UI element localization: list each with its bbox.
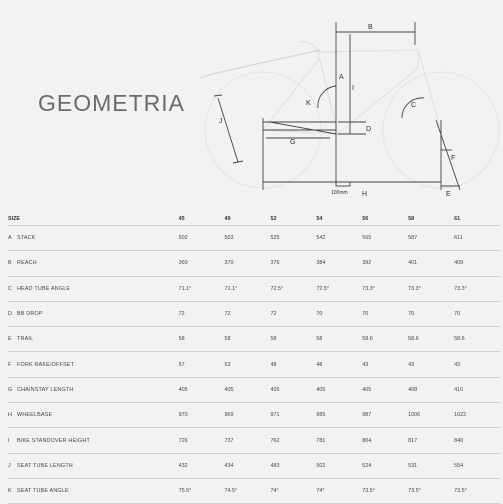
table-row — [8, 276, 500, 301]
cell-value: 58.6 — [454, 327, 500, 352]
cell-value: 360 — [179, 251, 225, 276]
cell-value: 43 — [362, 352, 408, 377]
cell-value: 74° — [316, 478, 362, 503]
cell-value: 554 — [454, 453, 500, 478]
row-label: CHAINSTAY LENGTH — [17, 377, 179, 402]
table-row — [8, 327, 500, 352]
row-label: BB DROP — [17, 301, 179, 326]
page-title: GEOMETRIA — [38, 90, 186, 116]
table-header-row — [8, 212, 500, 226]
row-label: TRAIL — [17, 327, 179, 352]
dim-label-i: I — [352, 85, 354, 92]
row-label: WHEELBASE — [17, 403, 179, 428]
size-col-header: 58 — [408, 212, 454, 226]
cell-value: 58 — [179, 327, 225, 352]
cell-value: 58 — [225, 327, 271, 352]
row-label: STACK — [17, 226, 179, 251]
table-row — [8, 251, 500, 276]
size-col-header: 49 — [225, 212, 271, 226]
cell-value: 72.5° — [270, 276, 316, 301]
cell-value: 72 — [225, 301, 271, 326]
table-row — [8, 377, 500, 402]
cell-value: 409 — [454, 251, 500, 276]
cell-value: 73.5° — [454, 478, 500, 503]
dim-label-bb-offset: 100mm — [331, 190, 348, 196]
row-code: K — [8, 478, 17, 503]
cell-value: 58 — [270, 327, 316, 352]
size-col-header: 54 — [316, 212, 362, 226]
row-code: H — [8, 403, 17, 428]
cell-value: 43 — [454, 352, 500, 377]
cell-value: 483 — [270, 453, 316, 478]
cell-value: 565 — [362, 226, 408, 251]
cell-value: 72 — [179, 301, 225, 326]
row-code: A — [8, 226, 17, 251]
cell-value: 410 — [454, 377, 500, 402]
table-row — [8, 428, 500, 453]
cell-value: 502 — [179, 226, 225, 251]
cell-value: 70 — [316, 301, 362, 326]
row-label: BIKE STANDOVER HEIGHT — [17, 428, 179, 453]
dimension-lines — [214, 22, 460, 190]
row-label: HEAD TUBE ANGLE — [17, 276, 179, 301]
row-code: J — [8, 453, 17, 478]
cell-value: 401 — [408, 251, 454, 276]
cell-value: 985 — [316, 403, 362, 428]
cell-value: 405 — [316, 377, 362, 402]
cell-value: 370 — [225, 251, 271, 276]
cell-value: 74° — [270, 478, 316, 503]
cell-value: 71.1° — [225, 276, 271, 301]
dim-label-k: K — [306, 100, 311, 107]
cell-value: 48 — [270, 352, 316, 377]
dim-label-h: H — [362, 191, 368, 198]
cell-value: 432 — [179, 453, 225, 478]
cell-value: 75.5° — [179, 478, 225, 503]
cell-value: 405 — [270, 377, 316, 402]
dim-label-a: A — [339, 74, 344, 81]
row-label: SEAT TUBE LENGTH — [17, 453, 179, 478]
cell-value: 405 — [362, 377, 408, 402]
size-col-header: 52 — [270, 212, 316, 226]
row-label: SEAT TUBE ANGLE — [17, 478, 179, 503]
size-col-header: 56 — [362, 212, 408, 226]
row-code: F — [8, 352, 17, 377]
cell-value: 405 — [225, 377, 271, 402]
cell-value: 73.3° — [408, 276, 454, 301]
dim-label-g: G — [290, 139, 296, 146]
cell-value: 434 — [225, 453, 271, 478]
row-code: B — [8, 251, 17, 276]
cell-value: 53 — [225, 352, 271, 377]
cell-value: 503 — [225, 226, 271, 251]
bike-geometry-diagram — [0, 0, 503, 205]
cell-value: 71.1° — [179, 276, 225, 301]
cell-value: 531 — [408, 453, 454, 478]
cell-value: 72 — [270, 301, 316, 326]
cell-value: 376 — [270, 251, 316, 276]
cell-value: 73.5° — [362, 478, 408, 503]
cell-value: 804 — [362, 428, 408, 453]
size-col-header: 45 — [179, 212, 225, 226]
cell-value: 987 — [362, 403, 408, 428]
cell-value: 817 — [408, 428, 454, 453]
cell-value: 1022 — [454, 403, 500, 428]
row-code: G — [8, 377, 17, 402]
cell-value: 762 — [270, 428, 316, 453]
size-col-header: 61 — [454, 212, 500, 226]
cell-value: 58 — [316, 327, 362, 352]
cell-value: 73.5° — [408, 478, 454, 503]
cell-value: 969 — [225, 403, 271, 428]
cell-value: 58.6 — [362, 327, 408, 352]
cell-value: 70 — [362, 301, 408, 326]
cell-value: 70 — [408, 301, 454, 326]
cell-value: 524 — [362, 453, 408, 478]
cell-value: 611 — [454, 226, 500, 251]
row-code: E — [8, 327, 17, 352]
cell-value: 48 — [316, 352, 362, 377]
cell-value: 57 — [179, 352, 225, 377]
cell-value: 384 — [316, 251, 362, 276]
cell-value: 840 — [454, 428, 500, 453]
cell-value: 726 — [179, 428, 225, 453]
seat-tube-line — [212, 50, 320, 74]
dim-label-b: B — [368, 24, 373, 31]
dim-label-f: F — [451, 155, 456, 162]
table-row — [8, 352, 500, 377]
row-code: D — [8, 301, 17, 326]
cell-value: 970 — [179, 403, 225, 428]
cell-value: 587 — [408, 226, 454, 251]
table-body — [8, 226, 500, 504]
dim-label-d: D — [366, 126, 372, 133]
cell-value: 72.5° — [316, 276, 362, 301]
cell-value: 408 — [408, 377, 454, 402]
cell-value: 525 — [270, 226, 316, 251]
table-row — [8, 453, 500, 478]
dim-label-j: J — [219, 118, 223, 125]
cell-value: 781 — [316, 428, 362, 453]
cell-value: 73.3° — [362, 276, 408, 301]
cell-value: 405 — [179, 377, 225, 402]
cell-value: 1006 — [408, 403, 454, 428]
cell-value: 74.5° — [225, 478, 271, 503]
cell-value: 70 — [454, 301, 500, 326]
table-row — [8, 403, 500, 428]
row-code: C — [8, 276, 17, 301]
dim-label-e: E — [446, 191, 451, 198]
cell-value: 542 — [316, 226, 362, 251]
row-label: FORK RAKE/OFFSET — [17, 352, 179, 377]
cell-value: 43 — [408, 352, 454, 377]
cell-value: 971 — [270, 403, 316, 428]
table-row — [8, 226, 500, 251]
cell-value: 58.6 — [408, 327, 454, 352]
dim-label-c: C — [411, 102, 417, 109]
row-code: I — [8, 428, 17, 453]
cell-value: 392 — [362, 251, 408, 276]
cell-value: 502 — [316, 453, 362, 478]
geometry-table — [8, 212, 500, 504]
table-row — [8, 301, 500, 326]
row-label: REACH — [17, 251, 179, 276]
size-header: SIZE — [8, 212, 179, 226]
cell-value: 73.3° — [454, 276, 500, 301]
cell-value: 737 — [225, 428, 271, 453]
